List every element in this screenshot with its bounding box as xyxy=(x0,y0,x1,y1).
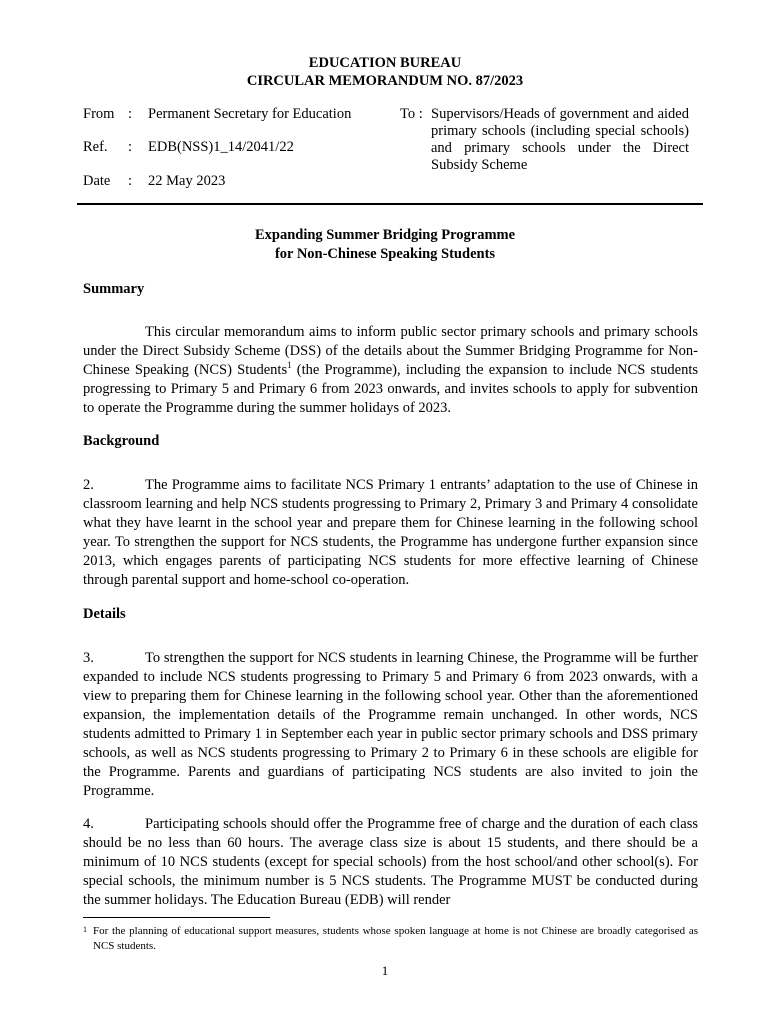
ref-colon: : xyxy=(128,139,133,155)
background-heading: Background xyxy=(83,433,160,449)
date-value: 22 May 2023 xyxy=(148,173,226,189)
footnote-reference: 1 xyxy=(287,360,292,371)
date-row xyxy=(83,173,383,193)
from-row xyxy=(83,106,383,126)
date-colon: : xyxy=(128,173,133,189)
paragraph-4-text: Participating schools should offer the Programme free of charge and the duration of each class should be no less than 60 hours. The average class size is about 15 students, and there should be a minimum of 10 NCS students (except for special schools) from the host school/and other school(s). For special schools, the minimum number is 5 NCS students. The Programme MUST be conducted during the summer holidays. The Education Bureau (EDB) will render xyxy=(83,816,698,908)
footnote-divider xyxy=(83,917,270,918)
footnote xyxy=(83,924,698,954)
to-value: Supervisors/Heads of government and aided primary schools (including special schools) and primary schools under the Direct Subsidy Scheme xyxy=(431,106,689,173)
ref-value: EDB(NSS)1_14/2041/22 xyxy=(148,139,294,155)
ref-label: Ref. xyxy=(83,139,108,155)
to-label: To : xyxy=(400,106,423,122)
document-title-line1: Expanding Summer Bridging Programme xyxy=(254,227,516,243)
memo-number: CIRCULAR MEMORANDUM NO. 87/2023 xyxy=(246,73,524,89)
summary-text-b: (the Programme), including the expansion to include NCS students progressing to Primary 5 and Primary 6 from 2023 onwards, and invites schools to apply for subvention to operate the Programme during the summer holidays of 2023. xyxy=(83,362,698,416)
paragraph-3 xyxy=(83,649,698,801)
from-value: Permanent Secretary for Education xyxy=(148,106,352,122)
page-number: 1 xyxy=(381,963,389,978)
footnote-mark: 1 xyxy=(83,925,87,934)
summary-heading: Summary xyxy=(83,281,145,297)
summary-text-a: This circular memorandum aims to inform public sector primary schools and primary schools under the Direct Subsidy Scheme (DSS) of the details about the Summer Bridging Programme for Non-Chinese Speaking (NCS) Students xyxy=(83,324,698,378)
paragraph-2-number: 2. xyxy=(83,477,94,493)
footnote-text: For the planning of educational support measures, students whose spoken language at home is not Chinese are broadly categorised as NCS students. xyxy=(93,925,698,952)
paragraph-2 xyxy=(83,476,698,590)
from-colon: : xyxy=(128,106,133,122)
memo-issuer: EDUCATION BUREAU xyxy=(308,55,462,71)
summary-paragraph xyxy=(83,323,698,418)
paragraph-3-number: 3. xyxy=(83,650,94,666)
document-title-line2: for Non-Chinese Speaking Students xyxy=(274,246,496,262)
date-label: Date xyxy=(83,173,111,189)
ref-row xyxy=(83,139,383,159)
paragraph-3-text: To strengthen the support for NCS students in learning Chinese, the Programme will be further expanded to include NCS students progressing to Primary 5 and Primary 6 from 2023 onwards, with a view to preparing them for Chinese learning in the following school year. Other than the aforementioned expansion, the implementation details of the Programme remain unchanged. In other words, NCS students admitted to Primary 1 in September each year in public sector primary schools and DSS primary schools, as well as NCS students progressing to Primary 2 to Primary 6 in these schools are eligible for the Programme. Parents and guardians of participating NCS students are also invited to join the Programme. xyxy=(83,650,698,799)
from-label: From xyxy=(83,106,115,122)
paragraph-4 xyxy=(83,815,698,910)
paragraph-4-number: 4. xyxy=(83,816,94,832)
header-divider xyxy=(77,203,703,205)
details-heading: Details xyxy=(83,606,126,622)
paragraph-2-text: The Programme aims to facilitate NCS Primary 1 entrants’ adaptation to the use of Chinese in classroom learning and help NCS students progressing to Primary 2, Primary 3 and Primary 4 consolidate what they have learnt in the school year and prepare them for Chinese learning in the following school year. To strengthen the support for NCS students, the Programme has undergone further expansion since 2013, which engages parents of participating NCS students for more effective learning of Chinese through parental support and home-school co-operation. xyxy=(83,477,698,588)
